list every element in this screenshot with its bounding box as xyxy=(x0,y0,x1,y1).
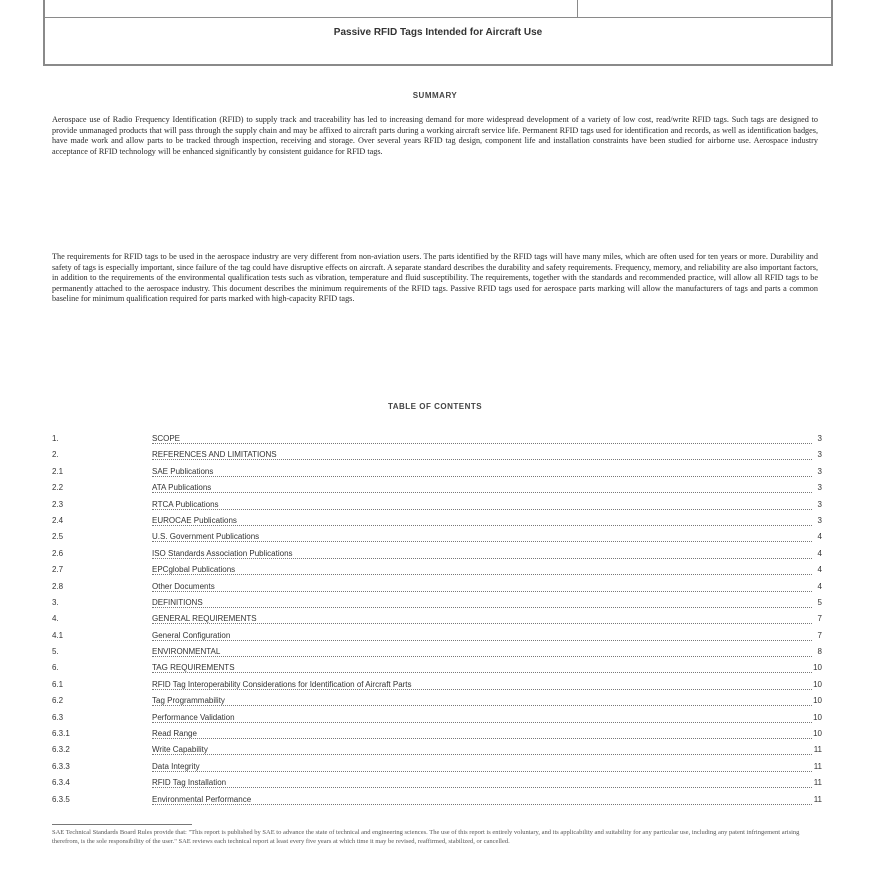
toc-entry-title: SCOPE xyxy=(152,434,183,443)
toc-dot-leader xyxy=(152,722,812,723)
toc-entry[interactable] xyxy=(52,661,822,677)
toc-entry[interactable] xyxy=(52,448,822,464)
toc-entry[interactable] xyxy=(52,514,822,530)
footnote-text: SAE Technical Standards Board Rules provide that: "This report is published by SAE to advance the state of technical and engineering sciences. The use of this report is entirely voluntary, and its applicability and suitability for any particular use, including any patent infringement arising therefrom, is the sole responsibility of the user." SAE reviews each technical report at least every five years at which time it may be revised, reaffirmed, stabilized, or cancelled. xyxy=(52,829,800,845)
toc-entry-number: 3. xyxy=(52,597,59,607)
toc-entry-page: 3 xyxy=(815,467,822,476)
toc-entry-title: RTCA Publications xyxy=(152,500,222,509)
toc-entry-title: EUROCAE Publications xyxy=(152,516,240,525)
toc-entry-title: TAG REQUIREMENTS xyxy=(152,663,238,672)
toc-entry[interactable] xyxy=(52,596,822,612)
toc-entry-number: 4. xyxy=(52,614,59,624)
toc-dot-leader xyxy=(152,771,812,772)
toc-dot-leader xyxy=(152,509,812,510)
toc-entry-number: 2.7 xyxy=(52,565,64,575)
toc-entry[interactable] xyxy=(52,432,822,448)
toc-entry-title: ENVIRONMENTAL xyxy=(152,647,223,656)
toc-entry-number: 6.3.1 xyxy=(52,729,70,739)
toc-heading: TABLE OF CONTENTS xyxy=(387,402,483,411)
toc-entry-page: 10 xyxy=(810,729,822,738)
toc-entry-page: 5 xyxy=(815,598,822,607)
toc-entry-title: Performance Validation xyxy=(152,713,238,722)
toc-entry-number: 2.6 xyxy=(52,548,64,558)
toc-dot-leader xyxy=(152,459,812,460)
toc-entry[interactable] xyxy=(52,580,822,596)
toc-entry[interactable] xyxy=(52,547,822,563)
toc-dot-leader xyxy=(152,525,812,526)
toc-entry-title: Read Range xyxy=(152,729,200,738)
document-title: Passive RFID Tags Intended for Aircraft Use xyxy=(333,27,543,38)
toc-entry-title: Other Documents xyxy=(152,582,218,591)
toc-entry[interactable] xyxy=(52,530,822,546)
toc-entry-title: Environmental Performance xyxy=(152,795,254,804)
toc-entry-title: EPCglobal Publications xyxy=(152,565,238,574)
toc-entry-title: SAE Publications xyxy=(152,467,216,476)
toc-entry-page: 11 xyxy=(811,762,822,771)
toc-dot-leader xyxy=(152,787,812,788)
toc-dot-leader xyxy=(152,754,812,755)
footnote-rule xyxy=(52,824,192,825)
toc-entry[interactable] xyxy=(52,793,822,809)
toc-entry-number: 6.3.4 xyxy=(52,778,70,788)
toc-entry-title: Write Capability xyxy=(152,745,211,754)
toc-dot-leader xyxy=(152,656,812,657)
toc-entry[interactable] xyxy=(52,612,822,628)
toc-entry-title: REFERENCES AND LIMITATIONS xyxy=(152,450,280,459)
toc-entry-page: 4 xyxy=(815,582,822,591)
toc-entry-number: 6.2 xyxy=(52,696,64,706)
toc-entry[interactable] xyxy=(52,727,822,743)
summary-heading: SUMMARY xyxy=(412,91,458,100)
summary-paragraph-2: The requirements for RFID tags to be used in the aerospace industry are very different from non-aviation users. The parts identified by the RFID tags will have many miles, which are often used for ten years or more. Durability and safety of tags is especially important, since failure of the tag could have disruptive effects on aircraft. A separate standard describes the durability and safety requirements. Frequency, memory, and reliability are also important factors, in addition to the requirements of the environmental qualification tests such as vibration, temperature and fluid susceptibility. The requirements, together with the standards and recommended practice, will allow all RFID tags to be permanently attached to the aerospace industry. This document describes the minimum requirements of the RFID tags. Passive RFID tags used for aerospace parts marking will allow the manufacturers of tags and parts a common baseline for minimum qualification required for parts marked with high-capacity RFID tags. xyxy=(52,252,818,303)
toc-dot-leader xyxy=(152,476,812,477)
toc-dot-leader xyxy=(152,689,812,690)
toc-entry-title: General Configuration xyxy=(152,631,233,640)
toc-dot-leader xyxy=(152,623,812,624)
toc-entry-number: 2.2 xyxy=(52,483,64,493)
toc-entry-page: 3 xyxy=(815,483,822,492)
toc-entry-number: 6.3 xyxy=(52,712,64,722)
toc-entry-title: DEFINITIONS xyxy=(152,598,206,607)
toc-entry[interactable] xyxy=(52,678,822,694)
toc-entry[interactable] xyxy=(52,760,822,776)
toc-entry-page: 11 xyxy=(811,778,822,787)
toc-entry[interactable] xyxy=(52,694,822,710)
toc-entry-page: 11 xyxy=(811,745,822,754)
toc-entry[interactable] xyxy=(52,563,822,579)
toc-entry-number: 6. xyxy=(52,663,59,673)
toc-dot-leader xyxy=(152,672,812,673)
toc-entry-number: 2.8 xyxy=(52,581,64,591)
toc-entry-title: Tag Programmability xyxy=(152,696,228,705)
toc-dot-leader xyxy=(152,738,812,739)
toc-entry[interactable] xyxy=(52,776,822,792)
toc-dot-leader xyxy=(152,591,812,592)
toc-entry-page: 4 xyxy=(815,565,822,574)
toc-entry[interactable] xyxy=(52,481,822,497)
toc-dot-leader xyxy=(152,443,812,444)
toc-entry-page: 4 xyxy=(815,532,822,541)
toc-entry-page: 10 xyxy=(810,680,822,689)
toc-entry-number: 6.3.3 xyxy=(52,761,70,771)
toc-entry[interactable] xyxy=(52,629,822,645)
header-cell-divider xyxy=(577,0,578,17)
toc-entry-page: 3 xyxy=(815,500,822,509)
toc-entry-page: 8 xyxy=(815,647,822,656)
toc-dot-leader xyxy=(152,804,812,805)
toc-entry-page: 7 xyxy=(815,614,822,623)
toc-entry-number: 6.1 xyxy=(52,679,64,689)
toc-entry-number: 2. xyxy=(52,450,59,460)
toc-entry-number: 4.1 xyxy=(52,630,64,640)
toc-entry-page: 3 xyxy=(815,434,822,443)
toc-entry-number: 5. xyxy=(52,647,59,657)
toc-entry[interactable] xyxy=(52,711,822,727)
header-info-row xyxy=(45,0,831,18)
toc-entry-page: 3 xyxy=(815,516,822,525)
toc-entry-page: 11 xyxy=(811,795,822,804)
toc-dot-leader xyxy=(152,607,812,608)
toc-entry-number: 2.5 xyxy=(52,532,64,542)
toc-entry-number: 1. xyxy=(52,434,59,443)
toc-dot-leader xyxy=(152,541,812,542)
toc-entry-number: 2.1 xyxy=(52,466,64,476)
document-header-box xyxy=(43,0,833,66)
toc-entry-number: 6.3.2 xyxy=(52,745,70,755)
toc-entry-title: ATA Publications xyxy=(152,483,214,492)
toc-entry-number: 2.4 xyxy=(52,515,64,525)
toc-entry-page: 4 xyxy=(815,549,822,558)
toc-dot-leader xyxy=(152,705,812,706)
toc-entry[interactable] xyxy=(52,743,822,759)
toc-entry[interactable] xyxy=(52,498,822,514)
toc-entry-page: 3 xyxy=(815,450,822,459)
toc-entry[interactable] xyxy=(52,465,822,481)
toc-entry-page: 7 xyxy=(815,631,822,640)
toc-dot-leader xyxy=(152,492,812,493)
toc-entry-title: U.S. Government Publications xyxy=(152,532,262,541)
toc-entry-title: GENERAL REQUIREMENTS xyxy=(152,614,260,623)
toc-entry-page: 10 xyxy=(810,663,822,672)
summary-paragraph-1: Aerospace use of Radio Frequency Identification (RFID) to supply track and traceability has led to increasing demand for more widespread development of a variety of low cost, read/write RFID tags. Such tags are designed to provide unmanaged products that will pass through the supply chain and may be affixed to aircraft parts during a working aircraft service life. Permanent RFID tags used for identification and records, as well as identification badges, have made work and allow parts to be tracked through inspection, receiving and storage. Over several years RFID tag design, component life and installation constraints have been studied for airborne use. Aerospace industry acceptance of RFID technology will be enhanced significantly by consistent guidance for RFID tags. xyxy=(52,115,818,156)
toc-entry-title: RFID Tag Installation xyxy=(152,778,229,787)
toc-dot-leader xyxy=(152,558,812,559)
toc-entry-title: RFID Tag Interoperability Considerations for Identification of Aircraft Parts xyxy=(152,680,415,689)
toc-entry-title: ISO Standards Association Publications xyxy=(152,549,296,558)
toc-dot-leader xyxy=(152,574,812,575)
table-of-contents xyxy=(52,432,822,809)
toc-entry-number: 6.3.5 xyxy=(52,794,70,804)
toc-entry-title: Data Integrity xyxy=(152,762,203,771)
toc-dot-leader xyxy=(152,640,812,641)
toc-entry-number: 2.3 xyxy=(52,499,64,509)
toc-entry-page: 10 xyxy=(810,713,822,722)
toc-entry-page: 10 xyxy=(810,696,822,705)
toc-entry[interactable] xyxy=(52,645,822,661)
